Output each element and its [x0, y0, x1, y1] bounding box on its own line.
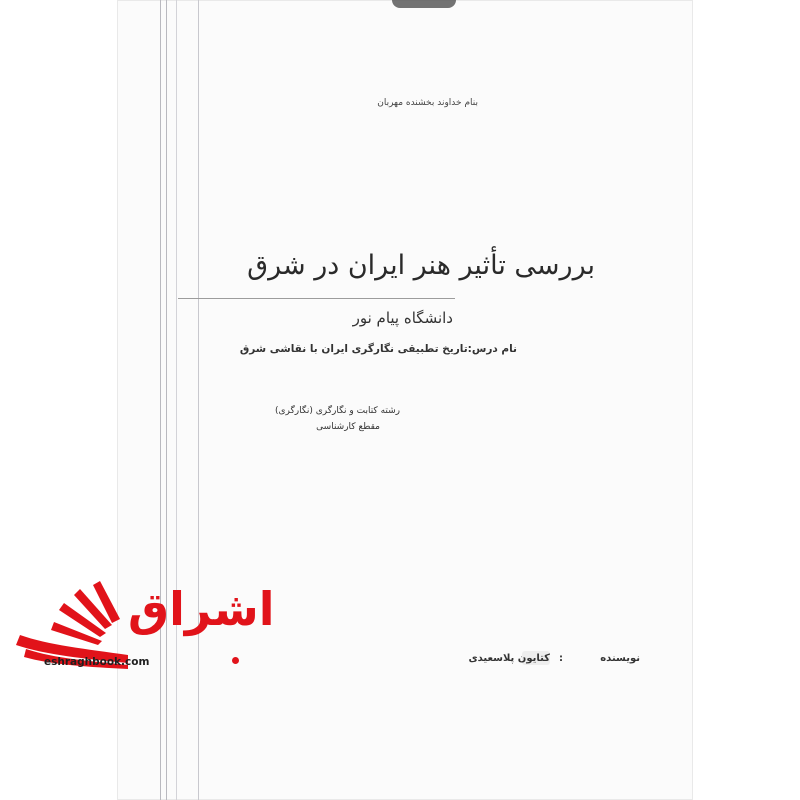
logo-url: eshraghbook.com	[44, 656, 150, 668]
spine-line	[176, 0, 177, 800]
field-of-study: رشته کتابت و نگارگری (نگارگری)	[274, 406, 400, 416]
course-name: نام درس:تاریخ تطبیقی نگارگری ایران با نقاشی شرق	[239, 343, 517, 355]
spine-line	[160, 0, 161, 800]
logo-dot-icon	[232, 657, 239, 664]
author-label: نویسنده	[600, 653, 640, 664]
spine-line	[166, 0, 167, 800]
degree-level: مقطع کارشناسی	[316, 422, 380, 432]
title-divider	[178, 298, 455, 299]
book-cover	[117, 0, 693, 800]
bismillah-text: بنام خداوند بخشنده مهربان	[377, 98, 478, 108]
book-title: بررسی تأثیر هنر ایران در شرق	[247, 250, 595, 281]
logo-wordmark: اشراق	[128, 582, 275, 636]
top-binding-shadow	[392, 0, 456, 8]
author-separator: :	[559, 653, 563, 664]
university-name: دانشگاه پیام نور	[352, 309, 453, 327]
author-name: کتایون پلاسعیدی	[468, 653, 550, 664]
spine-line	[198, 0, 199, 800]
